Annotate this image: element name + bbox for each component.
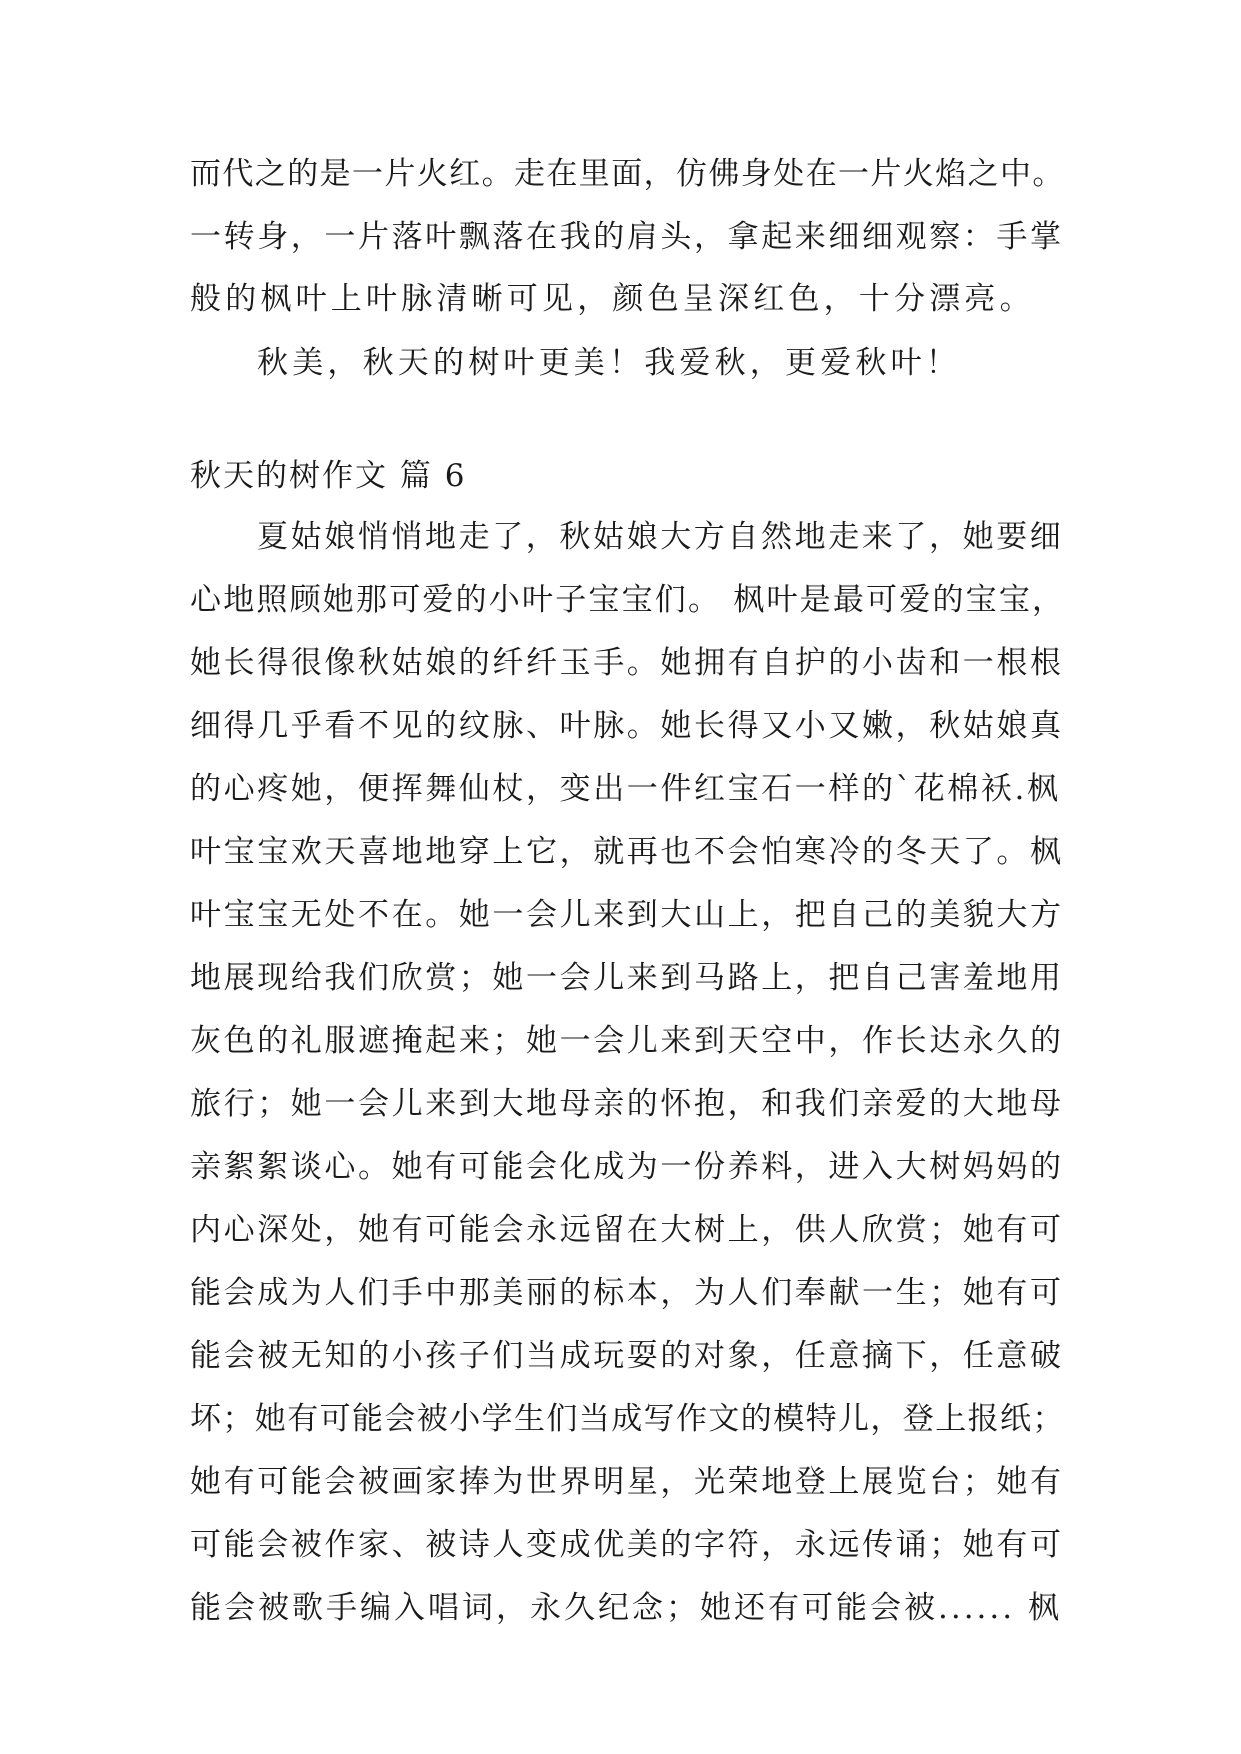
paragraph-line: 她有可能会被画家捧为世界明星，光荣地登上展览台；她有 (190, 1464, 1064, 1500)
paragraph-line: 能会被歌手编入唱词，永久纪念；她还有可能会被...... 枫 (190, 1590, 1062, 1626)
paragraph-line: 灰色的礼服遮掩起来；她一会儿来到天空中，作长达永久的 (190, 1023, 1064, 1059)
paragraph-line: 的心疼她，便挥舞仙杖，变出一件红宝石一样的`花棉袄.枫 (190, 771, 1061, 807)
paragraph-line: 心地照顾她那可爱的小叶子宝宝们。 枫叶是最可爱的宝宝， (190, 582, 1066, 618)
paragraph-line: 般的枫叶上叶脉清晰可见，颜色呈深红色，十分漂亮。 (190, 281, 1035, 317)
section-heading: 秋天的树作文 篇 6 (190, 458, 467, 494)
paragraph-line: 而代之的是一片火红。走在里面，仿佛身处在一片火焰之中。 (190, 156, 1065, 192)
paragraph-line: 能会成为人们手中那美丽的标本，为人们奉献一生；她有可 (190, 1275, 1064, 1311)
paragraph-line: 叶宝宝无处不在。她一会儿来到大山上，把自己的美貌大方 (190, 897, 1064, 933)
paragraph-line: 她长得很像秋姑娘的纤纤玉手。她拥有自护的小齿和一根根 (190, 645, 1064, 681)
paragraph-line: 旅行；她一会儿来到大地母亲的怀抱，和我们亲爱的大地母 (190, 1086, 1064, 1122)
paragraph-line: 细得几乎看不见的纹脉、叶脉。她长得又小又嫩，秋姑娘真 (190, 708, 1064, 744)
paragraph-line: 叶宝宝欢天喜地地穿上它，就再也不会怕寒冷的冬天了。枫 (190, 834, 1064, 870)
paragraph-line: 可能会被作家、被诗人变成优美的字符，永远传诵；她有可 (190, 1527, 1064, 1563)
paragraph-line: 地展现给我们欣赏；她一会儿来到马路上，把自己害羞地用 (190, 960, 1064, 996)
closing-line: 秋美，秋天的树叶更美！我爱秋，更爱秋叶！ (257, 345, 961, 381)
paragraph-line: 能会被无知的小孩子们当成玩耍的对象，任意摘下，任意破 (190, 1338, 1064, 1374)
paragraph-line: 坏；她有可能会被小学生们当成写作文的模特儿，登上报纸； (190, 1401, 1065, 1437)
paragraph-line: 一转身，一片落叶飘落在我的肩头，拿起来细细观察：手掌 (190, 219, 1064, 255)
paragraph-line: 亲絮絮谈心。她有可能会化成为一份养料，进入大树妈妈的 (190, 1149, 1064, 1185)
paragraph-first-line: 夏姑娘悄悄地走了，秋姑娘大方自然地走来了，她要细 (257, 519, 1064, 555)
paragraph-line: 内心深处，她有可能会永远留在大树上，供人欣赏；她有可 (190, 1212, 1064, 1248)
